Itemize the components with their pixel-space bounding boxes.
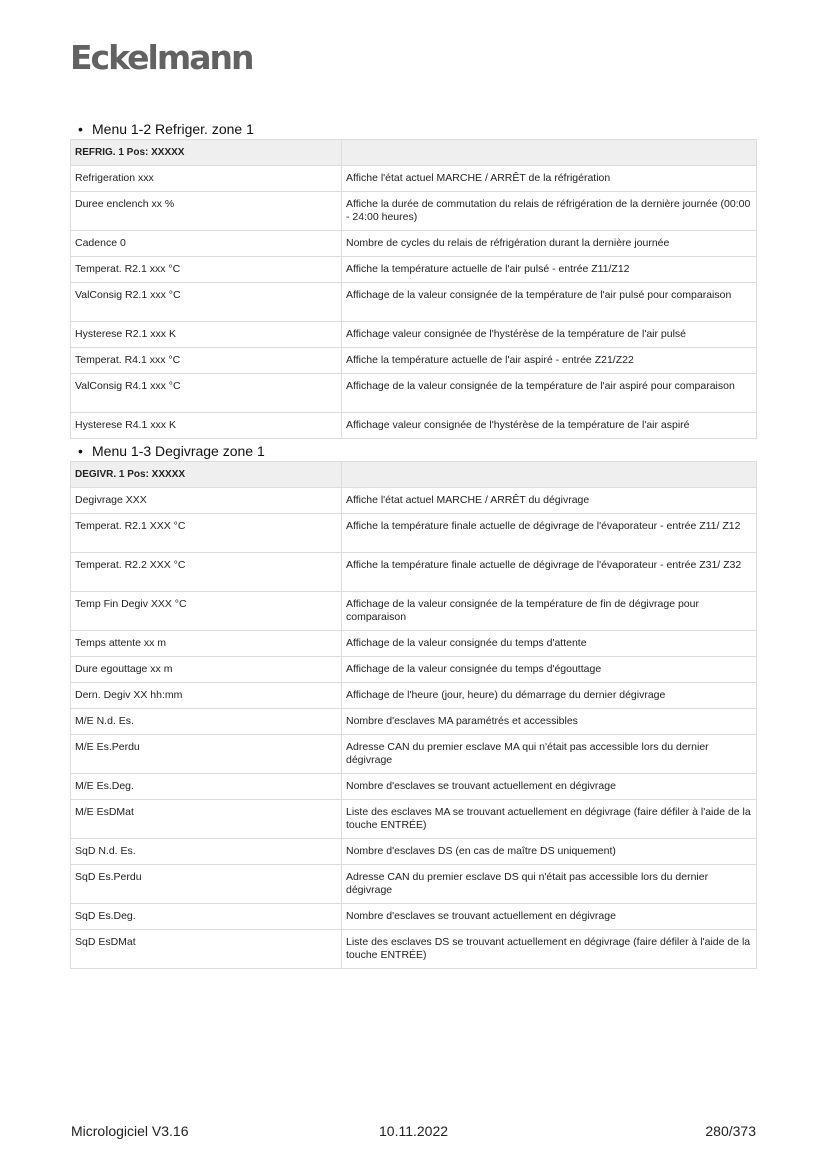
description-cell: Affiche la température finale actuelle de dégivrage de l'évaporateur - entrée Z31/ Z32 (342, 553, 757, 592)
description-cell: Liste des esclaves DS se trouvant actuellement en dégivrage (faire défiler à l'aide de la touche ENTRÉE) (342, 930, 757, 969)
param-cell: Temperat. R2.1 xxx °C (71, 257, 342, 283)
table-row (71, 231, 757, 257)
param-cell: Degivrage XXX (71, 488, 342, 514)
description-cell: Liste des esclaves MA se trouvant actuellement en dégivrage (faire défiler à l'aide de la touche ENTRÉE) (342, 800, 757, 839)
description-cell: Affichage valeur consignée de l'hystérèse de la température de l'air pulsé (342, 322, 757, 348)
param-cell: SqD N.d. Es. (71, 839, 342, 865)
section-title-text: Menu 1-2 Refriger. zone 1 (92, 121, 254, 137)
description-cell: Affichage de l'heure (jour, heure) du démarrage du dernier dégivrage (342, 683, 757, 709)
table-row (71, 374, 757, 413)
description-cell: Affiche l'état actuel MARCHE / ARRÊT de la réfrigération (342, 166, 757, 192)
description-cell: Affiche la durée de commutation du relais de réfrigération de la dernière journée (00:00 - 24:00 heures) (342, 192, 757, 231)
param-cell: Temperat. R4.1 xxx °C (71, 348, 342, 374)
description-cell: Affichage de la valeur consignée du temps d'égouttage (342, 657, 757, 683)
table-row (71, 166, 757, 192)
table-header-row (71, 140, 757, 166)
table-row (71, 283, 757, 322)
description-cell: Affichage de la valeur consignée de la température de l'air pulsé pour comparaison (342, 283, 757, 322)
description-cell: Affichage de la valeur consignée de la température de l'air aspiré pour comparaison (342, 374, 757, 413)
param-cell: ValConsig R4.1 xxx °C (71, 374, 342, 413)
refrigeration-table (70, 139, 757, 439)
description-cell: Nombre d'esclaves DS (en cas de maître DS uniquement) (342, 839, 757, 865)
table-row (71, 865, 757, 904)
table-row (71, 735, 757, 774)
table-row (71, 657, 757, 683)
description-cell: Adresse CAN du premier esclave DS qui n'était pas accessible lors du dernier dégivrage (342, 865, 757, 904)
param-cell: Temps attente xx m (71, 631, 342, 657)
param-cell: Dure egouttage xx m (71, 657, 342, 683)
param-cell: ValConsig R2.1 xxx °C (71, 283, 342, 322)
table-row (71, 631, 757, 657)
company-logo: Eckelmann (70, 38, 253, 77)
description-cell: Affichage de la valeur consignée du temps d'attente (342, 631, 757, 657)
table-row (71, 514, 757, 553)
description-cell: Affiche la température finale actuelle de dégivrage de l'évaporateur - entrée Z11/ Z12 (342, 514, 757, 553)
param-cell: Temp Fin Degiv XXX °C (71, 592, 342, 631)
param-cell: Refrigeration xxx (71, 166, 342, 192)
table-header-cell (342, 462, 757, 488)
param-cell: SqD Es.Perdu (71, 865, 342, 904)
param-cell: SqD EsDMat (71, 930, 342, 969)
param-cell: M/E N.d. Es. (71, 709, 342, 735)
param-cell: Duree enclench xx % (71, 192, 342, 231)
description-cell: Nombre d'esclaves se trouvant actuellement en dégivrage (342, 904, 757, 930)
table-row (71, 322, 757, 348)
section-title-defrost (78, 443, 265, 459)
table-row (71, 839, 757, 865)
param-cell: SqD Es.Deg. (71, 904, 342, 930)
param-cell: M/E Es.Deg. (71, 774, 342, 800)
description-cell: Nombre d'esclaves se trouvant actuellement en dégivrage (342, 774, 757, 800)
description-cell: Affiche l'état actuel MARCHE / ARRÊT du dégivrage (342, 488, 757, 514)
param-cell: M/E EsDMat (71, 800, 342, 839)
table-row (71, 488, 757, 514)
section-title-refrigeration (78, 121, 254, 137)
table-header-cell: REFRIG. 1 Pos: XXXXX (71, 140, 342, 166)
bullet-icon: • (78, 121, 83, 137)
table-row (71, 257, 757, 283)
table-row (71, 930, 757, 969)
table-row (71, 348, 757, 374)
table-row (71, 800, 757, 839)
param-cell: Hysterese R2.1 xxx K (71, 322, 342, 348)
table-row (71, 192, 757, 231)
description-cell: Affichage de la valeur consignée de la température de fin de dégivrage pour comparaison (342, 592, 757, 631)
table-row (71, 683, 757, 709)
table-row (71, 553, 757, 592)
table-row (71, 774, 757, 800)
footer-date: 10.11.2022 (379, 1123, 449, 1139)
table-header-cell: DEGIVR. 1 Pos: XXXXX (71, 462, 342, 488)
description-cell: Adresse CAN du premier esclave MA qui n'était pas accessible lors du dernier dégivrage (342, 735, 757, 774)
table-header-row (71, 462, 757, 488)
table-row (71, 413, 757, 439)
param-cell: Hysterese R4.1 xxx K (71, 413, 342, 439)
description-cell: Nombre d'esclaves MA paramétrés et accessibles (342, 709, 757, 735)
param-cell: Dern. Degiv XX hh:mm (71, 683, 342, 709)
description-cell: Nombre de cycles du relais de réfrigération durant la dernière journée (342, 231, 757, 257)
param-cell: Temperat. R2.1 XXX °C (71, 514, 342, 553)
table-row (71, 709, 757, 735)
footer-page-number: 280/373 (705, 1123, 756, 1139)
param-cell: M/E Es.Perdu (71, 735, 342, 774)
description-cell: Affiche la température actuelle de l'air pulsé - entrée Z11/Z12 (342, 257, 757, 283)
table-row (71, 592, 757, 631)
defrost-table (70, 461, 757, 969)
table-row (71, 904, 757, 930)
description-cell: Affiche la température actuelle de l'air aspiré - entrée Z21/Z22 (342, 348, 757, 374)
param-cell: Temperat. R2.2 XXX °C (71, 553, 342, 592)
description-cell: Affichage valeur consignée de l'hystérèse de la température de l'air aspiré (342, 413, 757, 439)
table-header-cell (342, 140, 757, 166)
bullet-icon: • (78, 443, 83, 459)
section-title-text: Menu 1-3 Degivrage zone 1 (92, 443, 265, 459)
param-cell: Cadence 0 (71, 231, 342, 257)
footer-firmware-version: Micrologiciel V3.16 (71, 1123, 189, 1139)
